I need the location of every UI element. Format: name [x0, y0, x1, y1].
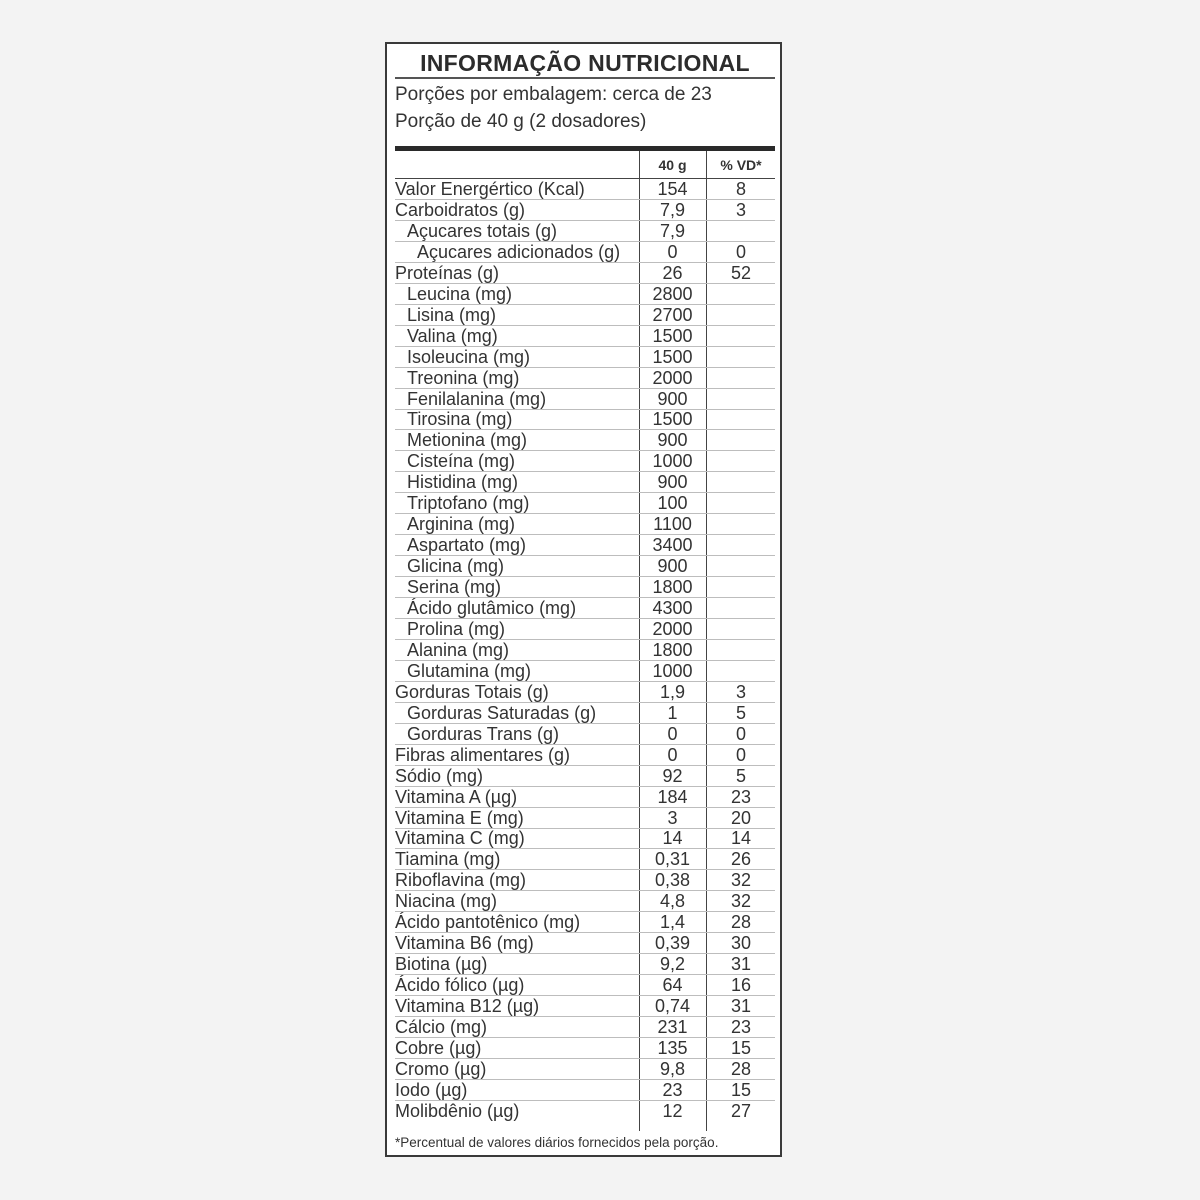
- nutrient-daily-value: 14: [730, 828, 752, 849]
- table-row: [395, 1101, 775, 1122]
- nutrient-name: Valina (mg): [407, 325, 498, 346]
- nutrient-daily-value: [707, 326, 775, 347]
- nutrient-name: Lisina (mg): [407, 304, 497, 325]
- nutrient-amount: 64: [662, 975, 683, 996]
- nutrient-name: Vitamina B6 (mg): [395, 933, 534, 954]
- nutrient-amount: 26: [662, 262, 683, 283]
- nutrient-daily-value: 0: [735, 723, 746, 744]
- nutrient-name: Prolina (mg): [407, 618, 506, 639]
- nutrient-amount: 2700: [652, 304, 693, 325]
- servings-per-package: Porções por embalagem: cerca de 23: [395, 84, 712, 105]
- nutrient-daily-value: [707, 284, 775, 305]
- nutrient-name: Cromo (µg): [395, 1058, 487, 1079]
- table-row: [395, 389, 775, 410]
- nutrient-amount: 1500: [652, 409, 693, 430]
- table-row: [395, 808, 775, 829]
- nutrient-amount: 1500: [652, 346, 693, 367]
- nutrient-amount: 1: [667, 702, 678, 723]
- table-row: [395, 409, 775, 430]
- nutrient-name: Isoleucina (mg): [407, 346, 531, 367]
- table-row: [395, 472, 775, 493]
- nutrient-name: Serina (mg): [407, 577, 502, 598]
- nutrient-daily-value: [707, 661, 775, 682]
- nutrient-name: Gorduras Totais (g): [395, 681, 549, 702]
- nutrient-amount: 0,74: [654, 996, 691, 1017]
- nutrient-name: Vitamina C (mg): [395, 828, 525, 849]
- nutrient-daily-value: [707, 347, 775, 368]
- nutrient-name: Fibras alimentares (g): [395, 744, 571, 765]
- table-row: [395, 870, 775, 891]
- nutrient-amount: 4,8: [659, 891, 686, 912]
- table-row: [395, 954, 775, 975]
- table-row: [395, 514, 775, 535]
- nutrient-daily-value: 32: [730, 870, 752, 891]
- nutrient-daily-value: 30: [730, 933, 752, 954]
- serving-size: Porção de 40 g (2 dosadores): [395, 111, 647, 132]
- title-divider: [395, 77, 775, 79]
- table-row: [395, 682, 775, 703]
- nutrient-daily-value: 15: [730, 1079, 752, 1100]
- table-row: [395, 724, 775, 745]
- table-row: [395, 221, 775, 242]
- nutrient-amount: 14: [662, 828, 683, 849]
- nutrient-daily-value: 16: [730, 975, 752, 996]
- table-row: [395, 619, 775, 640]
- table-row: [395, 1080, 775, 1101]
- nutrient-daily-value: 5: [735, 765, 746, 786]
- nutrient-name: Leucina (mg): [407, 283, 513, 304]
- nutrient-daily-value: 0: [735, 241, 746, 262]
- nutrient-daily-value: 3: [735, 681, 746, 702]
- table-row: [395, 368, 775, 389]
- nutrient-daily-value: [707, 368, 775, 389]
- nutrient-daily-value: 32: [730, 891, 752, 912]
- nutrient-daily-value: 20: [730, 807, 752, 828]
- nutrient-name: Cálcio (mg): [395, 1017, 488, 1037]
- nutrient-amount: 12: [662, 1100, 683, 1121]
- table-row: [395, 828, 775, 849]
- nutrient-name: Molibdênio (µg): [395, 1100, 520, 1121]
- nutrient-amount: 1800: [652, 577, 693, 598]
- nutrient-daily-value: 5: [735, 702, 746, 723]
- nutrient-name: Niacina (mg): [395, 891, 498, 912]
- column-header-dv: % VD*: [720, 157, 762, 173]
- nutrient-name: Proteínas (g): [395, 262, 500, 283]
- nutrient-amount: 3400: [652, 535, 693, 556]
- nutrient-name: Treonina (mg): [407, 367, 520, 388]
- nutrient-amount: 184: [657, 786, 688, 807]
- nutrient-name: Glutamina (mg): [407, 660, 532, 681]
- table-row: [395, 891, 775, 912]
- nutrient-amount: 0: [667, 744, 678, 765]
- nutrient-daily-value: [707, 493, 775, 514]
- nutrient-amount: 1000: [652, 451, 693, 472]
- table-row: [395, 787, 775, 808]
- nutrient-daily-value: [707, 556, 775, 577]
- nutrient-daily-value: [707, 221, 775, 242]
- nutrient-daily-value: [707, 598, 775, 619]
- table-row: [395, 912, 775, 933]
- nutrient-amount: 2000: [652, 618, 693, 639]
- table-row: [395, 598, 775, 619]
- nutrient-daily-value: 27: [730, 1100, 752, 1121]
- nutrient-amount: 3: [667, 807, 678, 828]
- nutrient-name: Gorduras Trans (g): [407, 723, 560, 744]
- nutrient-amount: 23: [662, 1079, 683, 1100]
- table-row: [395, 996, 775, 1017]
- nutrient-name: Ácido glutâmico (mg): [407, 598, 577, 618]
- nutrient-amount: 7,9: [659, 220, 686, 241]
- nutrition-facts-label: [385, 42, 782, 1157]
- nutrient-amount: 1000: [652, 660, 693, 681]
- nutrient-amount: 1,4: [659, 912, 686, 933]
- nutrient-daily-value: [707, 451, 775, 472]
- table-row: [395, 493, 775, 514]
- nutrient-daily-value: 28: [730, 1058, 752, 1079]
- nutrient-daily-value: 0: [735, 744, 746, 765]
- nutrient-amount: 231: [657, 1017, 688, 1037]
- nutrient-daily-value: 8: [735, 179, 746, 199]
- nutrient-name: Biotina (µg): [395, 954, 488, 975]
- nutrient-name: Vitamina B12 (µg): [395, 996, 540, 1017]
- table-row: [395, 451, 775, 472]
- nutrient-amount: 92: [662, 765, 683, 786]
- table-row: [395, 577, 775, 598]
- nutrient-name: Cisteína (mg): [407, 451, 516, 472]
- nutrient-amount: 1800: [652, 639, 693, 660]
- nutrient-daily-value: [707, 577, 775, 598]
- nutrient-amount: 900: [657, 556, 688, 577]
- nutrient-daily-value: [707, 535, 775, 556]
- nutrient-daily-value: [707, 472, 775, 493]
- nutrient-daily-value: 23: [730, 1017, 752, 1037]
- nutrient-name: Tiamina (mg): [395, 849, 501, 870]
- nutrient-name: Valor Energértico (Kcal): [395, 179, 585, 199]
- nutrient-name: Vitamina E (mg): [395, 807, 524, 828]
- table-row: [395, 263, 775, 284]
- nutrient-daily-value: [707, 430, 775, 451]
- table-row: [395, 1059, 775, 1080]
- nutrient-amount: 2000: [652, 367, 693, 388]
- nutrient-name: Triptofano (mg): [407, 493, 530, 514]
- nutrient-daily-value: 26: [730, 849, 752, 870]
- nutrient-daily-value: 28: [730, 912, 752, 933]
- nutrient-amount: 2800: [652, 283, 693, 304]
- nutrient-name: Vitamina A (µg): [395, 786, 518, 807]
- nutrient-name: Metionina (mg): [407, 430, 528, 451]
- nutrient-name: Histidina (mg): [407, 472, 519, 493]
- nutrient-name: Açucares totais (g): [407, 220, 558, 241]
- nutrient-amount: 0: [667, 723, 678, 744]
- nutrient-amount: 154: [657, 179, 688, 199]
- nutrient-name: Iodo (µg): [395, 1079, 468, 1100]
- table-row: [395, 284, 775, 305]
- nutrition-table: [395, 151, 775, 1131]
- nutrient-name: Sódio (mg): [395, 765, 484, 786]
- nutrient-daily-value: 15: [730, 1037, 752, 1058]
- nutrient-daily-value: [707, 409, 775, 430]
- nutrient-daily-value: [707, 619, 775, 640]
- table-row: [395, 242, 775, 263]
- nutrient-name: Ácido pantotênico (mg): [395, 912, 581, 933]
- table-row: [395, 326, 775, 347]
- nutrient-amount: 0,38: [654, 870, 691, 891]
- column-header-amount: 40 g: [658, 157, 687, 173]
- table-row: [395, 933, 775, 954]
- nutrient-daily-value: [707, 514, 775, 535]
- nutrient-amount: 900: [657, 430, 688, 451]
- table-row: [395, 640, 775, 661]
- nutrient-amount: 1,9: [659, 681, 686, 702]
- nutrient-amount: 1100: [653, 514, 692, 535]
- nutrient-name: Tirosina (mg): [407, 409, 513, 430]
- table-row: [395, 200, 775, 221]
- nutrient-daily-value: 52: [730, 262, 752, 283]
- nutrient-amount: 135: [657, 1037, 688, 1058]
- nutrient-name: Arginina (mg): [407, 514, 516, 535]
- nutrient-name: Cobre (µg): [395, 1037, 482, 1058]
- nutrient-amount: 900: [657, 388, 688, 409]
- nutrient-name: Aspartato (mg): [407, 535, 527, 556]
- nutrient-name: Gorduras Saturadas (g): [407, 702, 597, 723]
- nutrient-amount: 0,31: [654, 849, 691, 870]
- nutrient-daily-value: 3: [735, 199, 746, 220]
- nutrient-amount: 100: [657, 493, 688, 514]
- table-row: [395, 535, 775, 556]
- table-row: [395, 745, 775, 766]
- nutrient-name: Ácido fólico (µg): [395, 975, 525, 996]
- nutrient-amount: 7,9: [659, 199, 686, 220]
- nutrient-name: Fenilalanina (mg): [407, 388, 547, 409]
- table-row: [395, 766, 775, 787]
- nutrient-daily-value: [707, 640, 775, 661]
- nutrient-name: Glicina (mg): [407, 556, 505, 577]
- table-row: [395, 179, 775, 200]
- table-row: [395, 975, 775, 996]
- table-row: [395, 1017, 775, 1038]
- footnote: *Percentual de valores diários fornecidos pela porção.: [395, 1135, 719, 1150]
- table-row: [395, 556, 775, 577]
- nutrient-amount: 4300: [652, 598, 693, 618]
- nutrient-amount: 9,2: [659, 954, 686, 975]
- nutrient-daily-value: 31: [730, 996, 752, 1017]
- table-row: [395, 430, 775, 451]
- nutrient-amount: 9,8: [659, 1058, 686, 1079]
- table-row: [395, 1038, 775, 1059]
- nutrient-name: Alanina (mg): [407, 639, 510, 660]
- nutrient-amount: 900: [657, 472, 688, 493]
- table-row: [395, 703, 775, 724]
- nutrient-amount: 0: [667, 241, 678, 262]
- nutrient-amount: 1500: [652, 325, 693, 346]
- nutrient-name: Carboidratos (g): [395, 199, 526, 220]
- table-row: [395, 347, 775, 368]
- nutrient-daily-value: [707, 305, 775, 326]
- label-title: INFORMAÇÃO NUTRICIONAL: [420, 50, 750, 76]
- nutrient-name: Riboflavina (mg): [395, 870, 527, 891]
- table-row: [395, 661, 775, 682]
- nutrient-amount: 0,39: [654, 933, 691, 954]
- nutrient-daily-value: [707, 389, 775, 410]
- nutrient-daily-value: 23: [730, 786, 752, 807]
- table-row: [395, 305, 775, 326]
- table-row: [395, 849, 775, 870]
- nutrient-daily-value: 31: [730, 954, 752, 975]
- nutrient-name: Açucares adicionados (g): [417, 241, 621, 262]
